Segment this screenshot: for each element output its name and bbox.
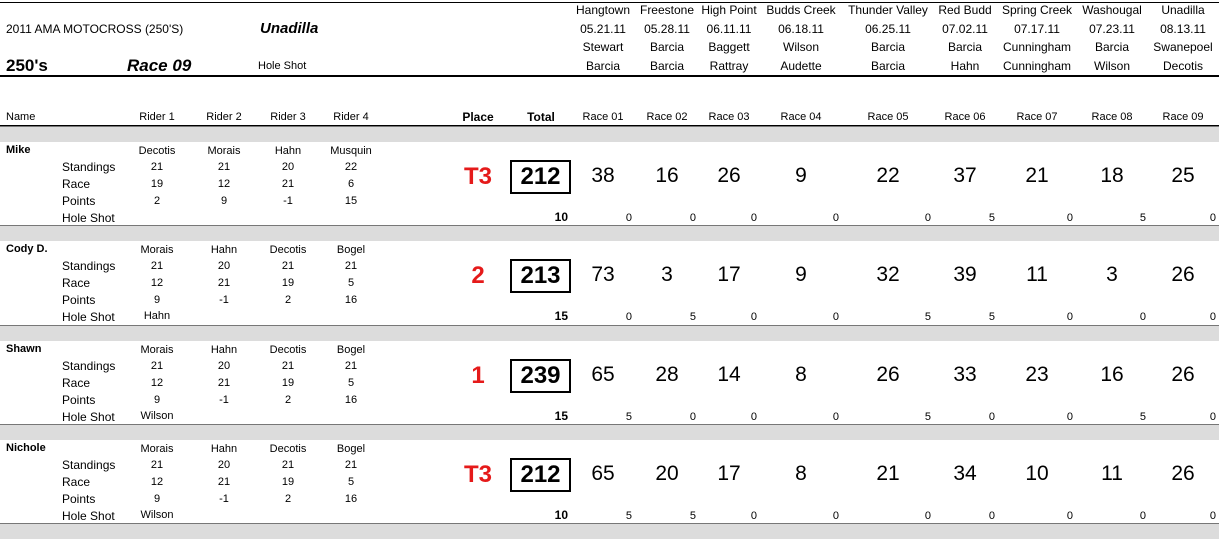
rider-race-result: 5 bbox=[347, 377, 355, 389]
round-date: 07.23.11 bbox=[1089, 22, 1135, 36]
race-score: 3 bbox=[661, 263, 673, 286]
separator-band bbox=[0, 424, 1219, 440]
series-title: 2011 AMA MOTOCROSS (250'S) bbox=[6, 22, 184, 36]
race-score: 37 bbox=[953, 164, 977, 187]
holeshot-header-label: Hole Shot bbox=[258, 60, 307, 72]
rider-points: 15 bbox=[344, 195, 358, 207]
player-name: Cody D. bbox=[6, 243, 48, 255]
holeshot-points: 0 bbox=[625, 212, 632, 224]
row-label-points: Points bbox=[62, 492, 96, 506]
player-place: 1 bbox=[471, 362, 485, 389]
round-holeshot: Wilson bbox=[1093, 59, 1131, 73]
rider-standing: 21 bbox=[344, 260, 358, 272]
round-date: 06.18.11 bbox=[778, 22, 824, 36]
holeshot-points: 0 bbox=[1066, 212, 1073, 224]
row-label-points: Points bbox=[62, 393, 96, 407]
col-total: Total bbox=[527, 110, 555, 124]
rider-points: -1 bbox=[219, 493, 229, 505]
holeshot-points: 0 bbox=[750, 510, 757, 522]
rider-name: Musquin bbox=[330, 145, 372, 157]
rider-race-result: 5 bbox=[347, 476, 355, 488]
round-winner: Barcia bbox=[649, 40, 685, 54]
race-score: 14 bbox=[717, 363, 741, 386]
col-race: Race 08 bbox=[1091, 111, 1133, 123]
race-score: 26 bbox=[1171, 462, 1195, 485]
player-name: Nichole bbox=[6, 442, 46, 454]
rider-points: -1 bbox=[219, 294, 229, 306]
separator-band bbox=[0, 523, 1219, 539]
col-place: Place bbox=[462, 110, 494, 124]
col-race: Race 03 bbox=[708, 111, 750, 123]
race-score: 17 bbox=[717, 263, 741, 286]
rider-name: Decotis bbox=[269, 443, 307, 455]
holeshot-points: 0 bbox=[750, 411, 757, 423]
holeshot-points: 5 bbox=[689, 311, 696, 323]
holeshot-points: 0 bbox=[625, 311, 632, 323]
col-rider4: Rider 4 bbox=[333, 111, 369, 123]
rider-name: Decotis bbox=[138, 145, 176, 157]
round-winner: Barcia bbox=[1094, 40, 1130, 54]
holeshot-points: 0 bbox=[1066, 411, 1073, 423]
rider-name: Bogel bbox=[336, 344, 366, 356]
rider-points: 9 bbox=[153, 394, 161, 406]
round-venue: Budds Creek bbox=[766, 3, 836, 17]
row-label-standings: Standings bbox=[62, 160, 116, 174]
race-score: 18 bbox=[1100, 164, 1124, 187]
race-score: 20 bbox=[655, 462, 679, 485]
race-score: 9 bbox=[795, 164, 807, 187]
round-holeshot: Hahn bbox=[950, 59, 980, 73]
rider-standing: 21 bbox=[344, 459, 358, 471]
holeshot-pick: Wilson bbox=[140, 509, 174, 521]
round-winner: Baggett bbox=[708, 40, 750, 54]
rider-name: Morais bbox=[140, 244, 174, 256]
row-label-standings: Standings bbox=[62, 259, 116, 273]
row-label-race: Race bbox=[62, 177, 91, 191]
col-race: Race 02 bbox=[646, 111, 688, 123]
race-score: 16 bbox=[1100, 363, 1124, 386]
holeshot-points: 0 bbox=[832, 510, 839, 522]
round-date: 07.17.11 bbox=[1014, 22, 1060, 36]
rider-race-result: 6 bbox=[347, 178, 355, 190]
col-name: Name bbox=[6, 111, 36, 123]
rider-standing: 20 bbox=[217, 459, 231, 471]
race-score: 22 bbox=[876, 164, 900, 187]
rider-name: Morais bbox=[207, 145, 241, 157]
player-total: 213 bbox=[510, 259, 571, 293]
holeshot-points: 0 bbox=[750, 212, 757, 224]
rider-name: Morais bbox=[140, 344, 174, 356]
holeshot-pick: Hahn bbox=[143, 310, 171, 322]
rider-standing: 20 bbox=[217, 360, 231, 372]
rider-race-result: 12 bbox=[150, 277, 164, 289]
rider-standing: 21 bbox=[150, 260, 164, 272]
track-name: Unadilla bbox=[260, 20, 319, 37]
race-score: 38 bbox=[591, 164, 615, 187]
player-name: Shawn bbox=[6, 343, 42, 355]
rider-race-result: 12 bbox=[150, 476, 164, 488]
holeshot-points: 0 bbox=[988, 510, 995, 522]
row-label-points: Points bbox=[62, 194, 96, 208]
holeshot-points: 0 bbox=[924, 212, 931, 224]
row-label-race: Race bbox=[62, 276, 91, 290]
holeshot-points: 0 bbox=[750, 311, 757, 323]
col-rider2: Rider 2 bbox=[206, 111, 242, 123]
player-total: 239 bbox=[510, 359, 571, 393]
round-date: 07.02.11 bbox=[942, 22, 988, 36]
rider-name: Bogel bbox=[336, 443, 366, 455]
holeshot-points: 5 bbox=[1139, 212, 1146, 224]
race-score: 8 bbox=[795, 462, 807, 485]
holeshot-points: 0 bbox=[832, 411, 839, 423]
rider-points: 2 bbox=[284, 493, 292, 505]
race-score: 73 bbox=[591, 263, 615, 286]
round-date: 05.21.11 bbox=[580, 22, 626, 36]
round-holeshot: Cunningham bbox=[1002, 59, 1072, 73]
round-date: 06.11.11 bbox=[706, 22, 752, 36]
race-score: 9 bbox=[795, 263, 807, 286]
row-label-standings: Standings bbox=[62, 458, 116, 472]
rider-standing: 20 bbox=[217, 260, 231, 272]
round-holeshot: Barcia bbox=[870, 59, 906, 73]
rider-name: Decotis bbox=[269, 244, 307, 256]
row-label-holeshot: Hole Shot bbox=[62, 310, 115, 324]
rider-standing: 21 bbox=[217, 161, 231, 173]
rider-name: Hahn bbox=[210, 443, 238, 455]
round-venue: Spring Creek bbox=[1001, 3, 1073, 17]
col-race: Race 04 bbox=[780, 111, 822, 123]
player-place: T3 bbox=[463, 163, 493, 190]
rider-race-result: 21 bbox=[217, 277, 231, 289]
rider-points: 9 bbox=[220, 195, 228, 207]
rider-race-result: 12 bbox=[150, 377, 164, 389]
round-venue: Washougal bbox=[1082, 3, 1142, 17]
holeshot-total: 10 bbox=[554, 210, 568, 224]
race-score: 10 bbox=[1025, 462, 1049, 485]
race-score: 26 bbox=[1171, 363, 1195, 386]
rider-name: Decotis bbox=[269, 344, 307, 356]
round-venue: High Point bbox=[701, 3, 757, 17]
col-race: Race 09 bbox=[1162, 111, 1204, 123]
rider-points: 9 bbox=[153, 294, 161, 306]
rider-standing: 21 bbox=[150, 360, 164, 372]
player-place: 2 bbox=[471, 262, 485, 289]
race-score: 3 bbox=[1106, 263, 1118, 286]
round-date: 08.13.11 bbox=[1160, 22, 1206, 36]
holeshot-points: 0 bbox=[924, 510, 931, 522]
holeshot-points: 5 bbox=[988, 212, 995, 224]
holeshot-points: 0 bbox=[1209, 311, 1216, 323]
round-holeshot: Barcia bbox=[585, 59, 621, 73]
rider-race-result: 19 bbox=[150, 178, 164, 190]
header-rule bbox=[0, 75, 1219, 77]
row-label-points: Points bbox=[62, 293, 96, 307]
separator-band bbox=[0, 225, 1219, 241]
holeshot-points: 0 bbox=[832, 311, 839, 323]
race-label: Race 09 bbox=[127, 56, 192, 75]
holeshot-points: 5 bbox=[924, 411, 931, 423]
col-rider1: Rider 1 bbox=[139, 111, 175, 123]
rider-name: Hahn bbox=[274, 145, 302, 157]
rider-race-result: 19 bbox=[281, 476, 295, 488]
holeshot-points: 0 bbox=[1209, 212, 1216, 224]
race-score: 34 bbox=[953, 462, 977, 485]
round-holeshot: Rattray bbox=[709, 59, 749, 73]
holeshot-points: 0 bbox=[1066, 510, 1073, 522]
round-date: 05.28.11 bbox=[644, 22, 690, 36]
rider-standing: 22 bbox=[344, 161, 358, 173]
race-score: 11 bbox=[1101, 462, 1123, 485]
rider-points: 16 bbox=[344, 294, 358, 306]
round-holeshot: Barcia bbox=[649, 59, 685, 73]
holeshot-points: 5 bbox=[625, 510, 632, 522]
race-score: 11 bbox=[1026, 263, 1048, 286]
rider-race-result: 21 bbox=[281, 178, 295, 190]
holeshot-points: 5 bbox=[988, 311, 995, 323]
race-score: 16 bbox=[655, 164, 679, 187]
holeshot-total: 10 bbox=[554, 508, 568, 522]
rider-points: 2 bbox=[153, 195, 161, 207]
holeshot-points: 0 bbox=[1066, 311, 1073, 323]
round-venue: Unadilla bbox=[1161, 3, 1205, 17]
holeshot-pick: Wilson bbox=[140, 410, 174, 422]
rider-standing: 21 bbox=[150, 459, 164, 471]
race-score: 26 bbox=[876, 363, 900, 386]
race-score: 32 bbox=[876, 263, 900, 286]
round-winner: Wilson bbox=[782, 40, 820, 54]
holeshot-total: 15 bbox=[554, 409, 568, 423]
race-score: 26 bbox=[1171, 263, 1195, 286]
row-label-race: Race bbox=[62, 376, 91, 390]
round-holeshot: Audette bbox=[780, 59, 822, 73]
round-winner: Barcia bbox=[947, 40, 983, 54]
holeshot-points: 0 bbox=[832, 212, 839, 224]
rider-standing: 21 bbox=[281, 260, 295, 272]
holeshot-points: 0 bbox=[1139, 510, 1146, 522]
round-winner: Swanepoel bbox=[1153, 40, 1213, 54]
rider-standing: 21 bbox=[150, 161, 164, 173]
col-race: Race 07 bbox=[1016, 111, 1058, 123]
round-venue: Hangtown bbox=[575, 3, 631, 17]
rider-name: Hahn bbox=[210, 344, 238, 356]
rider-race-result: 5 bbox=[347, 277, 355, 289]
rider-points: 9 bbox=[153, 493, 161, 505]
holeshot-points: 5 bbox=[689, 510, 696, 522]
holeshot-points: 0 bbox=[689, 212, 696, 224]
round-holeshot: Decotis bbox=[1162, 59, 1204, 73]
player-total: 212 bbox=[510, 458, 571, 492]
holeshot-total: 15 bbox=[554, 309, 568, 323]
rider-points: -1 bbox=[283, 195, 293, 207]
rider-race-result: 21 bbox=[217, 377, 231, 389]
rider-points: 16 bbox=[344, 394, 358, 406]
col-race: Race 06 bbox=[944, 111, 986, 123]
race-score: 26 bbox=[717, 164, 741, 187]
race-score: 17 bbox=[717, 462, 741, 485]
rider-points: 16 bbox=[344, 493, 358, 505]
rider-points: 2 bbox=[284, 294, 292, 306]
separator-band bbox=[0, 325, 1219, 341]
race-score: 33 bbox=[953, 363, 977, 386]
race-score: 21 bbox=[1025, 164, 1049, 187]
rider-points: -1 bbox=[219, 394, 229, 406]
race-score: 25 bbox=[1171, 164, 1195, 187]
round-venue: Red Budd bbox=[938, 3, 992, 17]
col-race: Race 05 bbox=[867, 111, 909, 123]
holeshot-points: 0 bbox=[1209, 411, 1216, 423]
round-venue: Thunder Valley bbox=[848, 3, 928, 17]
race-score: 8 bbox=[795, 363, 807, 386]
holeshot-points: 0 bbox=[988, 411, 995, 423]
race-score: 39 bbox=[953, 263, 977, 286]
row-label-holeshot: Hole Shot bbox=[62, 509, 115, 523]
player-place: T3 bbox=[463, 461, 493, 488]
row-label-holeshot: Hole Shot bbox=[62, 211, 115, 225]
race-score: 65 bbox=[591, 363, 615, 386]
round-winner: Barcia bbox=[870, 40, 906, 54]
round-date: 06.25.11 bbox=[865, 22, 911, 36]
rider-standing: 21 bbox=[281, 459, 295, 471]
row-label-holeshot: Hole Shot bbox=[62, 410, 115, 424]
holeshot-points: 0 bbox=[1139, 311, 1146, 323]
col-rider3: Rider 3 bbox=[270, 111, 306, 123]
rider-race-result: 12 bbox=[217, 178, 231, 190]
class-label: 250's bbox=[6, 56, 48, 75]
rider-standing: 21 bbox=[281, 360, 295, 372]
rider-standing: 20 bbox=[281, 161, 295, 173]
race-score: 21 bbox=[876, 462, 900, 485]
round-venue: Freestone bbox=[639, 3, 695, 17]
race-score: 23 bbox=[1025, 363, 1049, 386]
race-score: 65 bbox=[591, 462, 615, 485]
race-score: 28 bbox=[655, 363, 679, 386]
round-winner: Cunningham bbox=[1002, 40, 1072, 54]
player-total: 212 bbox=[510, 160, 571, 194]
holeshot-points: 5 bbox=[924, 311, 931, 323]
holeshot-points: 0 bbox=[1209, 510, 1216, 522]
col-race: Race 01 bbox=[582, 111, 624, 123]
holeshot-points: 0 bbox=[689, 411, 696, 423]
holeshot-points: 5 bbox=[1139, 411, 1146, 423]
row-label-standings: Standings bbox=[62, 359, 116, 373]
rider-race-result: 21 bbox=[217, 476, 231, 488]
holeshot-points: 5 bbox=[625, 411, 632, 423]
player-name: Mike bbox=[6, 144, 31, 156]
row-label-race: Race bbox=[62, 475, 91, 489]
rider-name: Morais bbox=[140, 443, 174, 455]
separator-band bbox=[0, 126, 1219, 142]
rider-standing: 21 bbox=[344, 360, 358, 372]
rider-race-result: 19 bbox=[281, 277, 295, 289]
rider-race-result: 19 bbox=[281, 377, 295, 389]
rider-points: 2 bbox=[284, 394, 292, 406]
round-winner: Stewart bbox=[582, 40, 624, 54]
rider-name: Hahn bbox=[210, 244, 238, 256]
rider-name: Bogel bbox=[336, 244, 366, 256]
